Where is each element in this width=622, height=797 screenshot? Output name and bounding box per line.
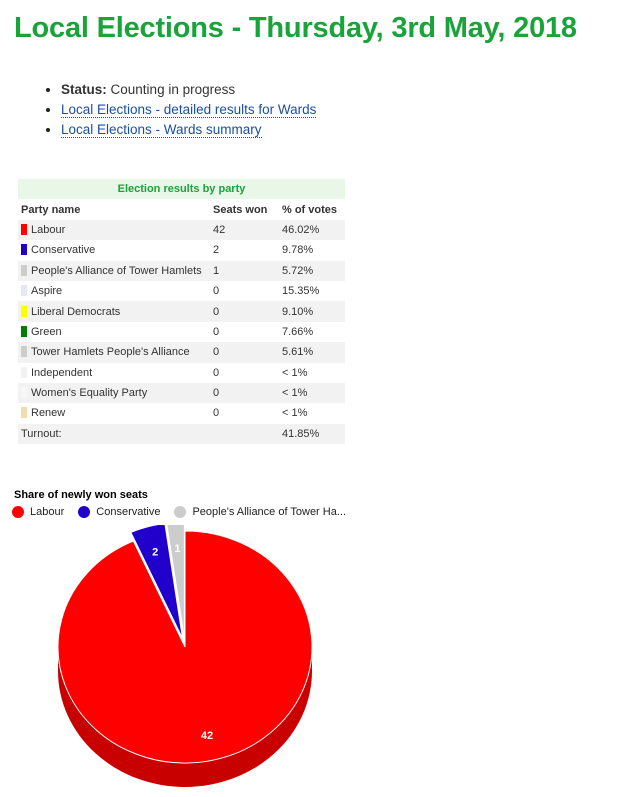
party-color-swatch bbox=[21, 244, 27, 255]
legend-label: Labour bbox=[30, 506, 65, 518]
party-color-swatch bbox=[21, 224, 27, 235]
chart-legend bbox=[12, 506, 360, 521]
party-cell bbox=[18, 301, 210, 321]
header-party-name: Party name bbox=[18, 199, 210, 219]
turnout-value: 41.85% bbox=[279, 424, 345, 444]
table-row bbox=[18, 240, 345, 260]
pie-slice[interactable] bbox=[58, 531, 312, 763]
votes-cell: 7.66% bbox=[282, 325, 314, 338]
party-cell bbox=[18, 363, 210, 383]
table-row bbox=[18, 261, 345, 281]
table-header-row bbox=[18, 199, 345, 219]
party-cell bbox=[18, 342, 210, 362]
turnout-spacer bbox=[210, 424, 279, 444]
party-color-swatch bbox=[21, 306, 27, 317]
legend-item[interactable] bbox=[174, 506, 346, 518]
detailed-results-item bbox=[61, 100, 316, 120]
seats-cell: 1 bbox=[210, 261, 279, 281]
legend-marker-icon bbox=[78, 506, 90, 518]
turnout-label: Turnout: bbox=[18, 424, 210, 444]
wards-summary-item bbox=[61, 120, 316, 140]
legend-label: Conservative bbox=[96, 506, 161, 518]
table-row bbox=[18, 301, 345, 321]
party-name: Green bbox=[31, 325, 62, 338]
table-caption-row bbox=[18, 179, 345, 199]
legend-marker-icon bbox=[12, 506, 24, 518]
status-item bbox=[61, 80, 316, 100]
table-caption: Election results by party bbox=[18, 179, 345, 199]
seats-cell: 42 bbox=[210, 220, 279, 240]
pie-data-label: 2 bbox=[152, 546, 159, 559]
party-name: Tower Hamlets People's Alliance bbox=[31, 346, 190, 359]
party-cell bbox=[18, 403, 210, 423]
chart-title: Share of newly won seats bbox=[14, 489, 148, 501]
party-color-swatch bbox=[21, 407, 27, 418]
party-name: Conservative bbox=[31, 244, 96, 257]
legend-label: People's Alliance of Tower Ha... bbox=[192, 506, 347, 518]
page-title: Local Elections - Thursday, 3rd May, 2018 bbox=[14, 12, 577, 44]
seats-cell: 2 bbox=[213, 244, 220, 257]
seats-cell: 0 bbox=[210, 383, 279, 403]
party-color-swatch bbox=[21, 285, 27, 296]
turnout-row bbox=[18, 424, 345, 444]
wards-summary-link[interactable]: Local Elections - Wards summary bbox=[61, 122, 262, 137]
votes-cell: < 1% bbox=[282, 366, 308, 379]
party-name: Liberal Democrats bbox=[31, 305, 121, 318]
votes-cell: < 1% bbox=[279, 383, 345, 403]
party-cell bbox=[18, 281, 210, 301]
party-color-swatch bbox=[21, 387, 27, 398]
table-row bbox=[18, 342, 345, 362]
info-list bbox=[46, 80, 316, 140]
votes-cell: < 1% bbox=[282, 407, 308, 420]
party-name: Aspire bbox=[31, 285, 63, 298]
party-color-swatch bbox=[21, 265, 27, 276]
party-color-swatch bbox=[21, 346, 27, 357]
legend-marker-icon bbox=[174, 506, 186, 518]
status-value: Counting in progress bbox=[110, 82, 236, 97]
party-color-swatch bbox=[21, 367, 27, 378]
table-row bbox=[18, 383, 345, 403]
party-cell bbox=[18, 220, 210, 240]
votes-cell: 9.10% bbox=[279, 301, 345, 321]
header-seats-won: Seats won bbox=[210, 199, 279, 219]
table-row bbox=[18, 281, 345, 301]
party-name: People's Alliance of Tower Hamlets bbox=[31, 264, 202, 277]
seats-cell: 0 bbox=[213, 407, 220, 420]
seats-cell: 0 bbox=[213, 285, 220, 298]
party-cell bbox=[18, 261, 210, 281]
results-table bbox=[18, 179, 345, 444]
pie-data-label: 1 bbox=[174, 542, 181, 555]
seats-cell: 0 bbox=[213, 325, 220, 338]
table-row bbox=[18, 220, 345, 240]
party-name: Women's Equality Party bbox=[31, 387, 148, 400]
party-color-swatch bbox=[21, 326, 27, 337]
party-name: Labour bbox=[31, 223, 66, 236]
party-name: Independent bbox=[31, 366, 93, 379]
party-cell bbox=[18, 322, 210, 342]
seats-cell: 0 bbox=[213, 366, 220, 379]
legend-item[interactable] bbox=[78, 506, 160, 518]
votes-cell: 46.02% bbox=[279, 220, 345, 240]
votes-cell: 5.61% bbox=[279, 342, 345, 362]
seats-cell: 0 bbox=[210, 342, 279, 362]
status-label: Status: bbox=[61, 82, 107, 97]
header-percent-votes: % of votes bbox=[279, 199, 345, 219]
table-row bbox=[18, 363, 345, 383]
pie-data-label: 42 bbox=[200, 730, 214, 742]
seats-pie-chart bbox=[40, 525, 340, 793]
legend-item[interactable] bbox=[12, 506, 64, 518]
party-cell bbox=[18, 240, 210, 260]
party-name: Renew bbox=[31, 407, 66, 420]
votes-cell: 15.35% bbox=[282, 285, 320, 298]
detailed-results-link[interactable]: Local Elections - detailed results for Wards bbox=[61, 102, 317, 117]
votes-cell: 5.72% bbox=[279, 261, 345, 281]
party-cell bbox=[18, 383, 210, 403]
table-row bbox=[18, 322, 345, 342]
votes-cell: 9.78% bbox=[282, 244, 314, 257]
table-row bbox=[18, 403, 345, 423]
seats-cell: 0 bbox=[210, 301, 279, 321]
